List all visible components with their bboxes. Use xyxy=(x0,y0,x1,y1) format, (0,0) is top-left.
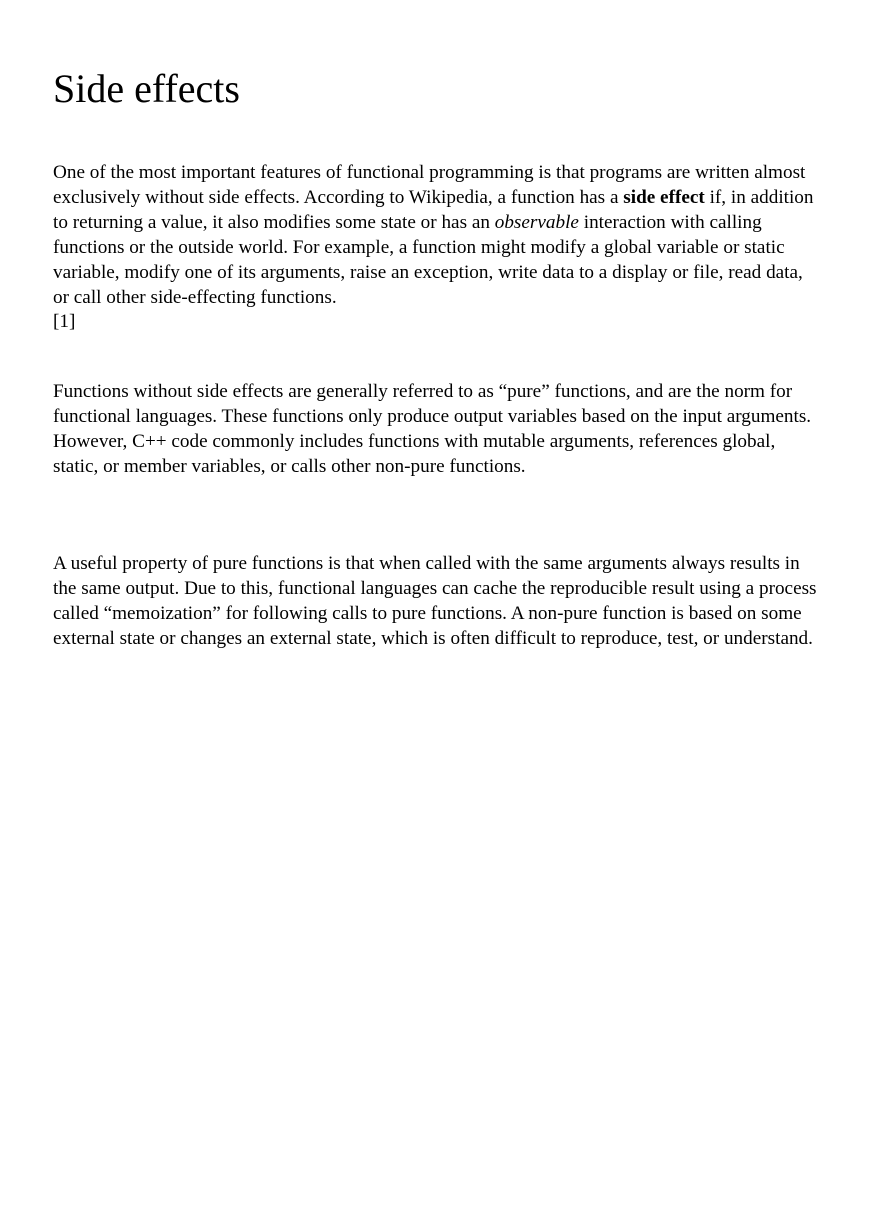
paragraph-text: One of the most important features of functional programming is that programs are written almost exclusively without side effects. According to Wikipedia, a function has a xyxy=(53,162,806,208)
paragraph-memoization: A useful property of pure functions is that when called with the same arguments always results in the same output. Due to this, functional languages can cache the reproducible result using a process called “memoization” for following calls to pure functions. A non-pure function is based on some external state or changes an external state, which is often difficult to reproduce, test, or understand. xyxy=(53,553,817,649)
paragraph-text: interaction with calling functions or the outside world. For example, a function might modify a global variable or static variable, modify one of its arguments, raise an exception, write data to a display or file, read data, or call other side-effecting functions. xyxy=(53,211,803,308)
italic-term-observable: observable xyxy=(494,211,579,233)
paragraph-pure-functions: Functions without side effects are generally referred to as “pure” functions, and are the norm for functional languages. These functions only produce output variables based on the input arguments. However, C++ code commonly includes functions with mutable arguments, references global, static, or member variables, or calls other non-pure functions. xyxy=(53,381,812,477)
bold-term-side-effect: side effect xyxy=(623,186,705,208)
paragraph-text: if, in addition to returning a value, it also modifies some state or has an xyxy=(53,186,814,233)
citation-reference: [1] xyxy=(53,311,76,333)
paragraph-side-effects-definition xyxy=(53,161,819,335)
page-title: Side effects xyxy=(53,66,240,111)
